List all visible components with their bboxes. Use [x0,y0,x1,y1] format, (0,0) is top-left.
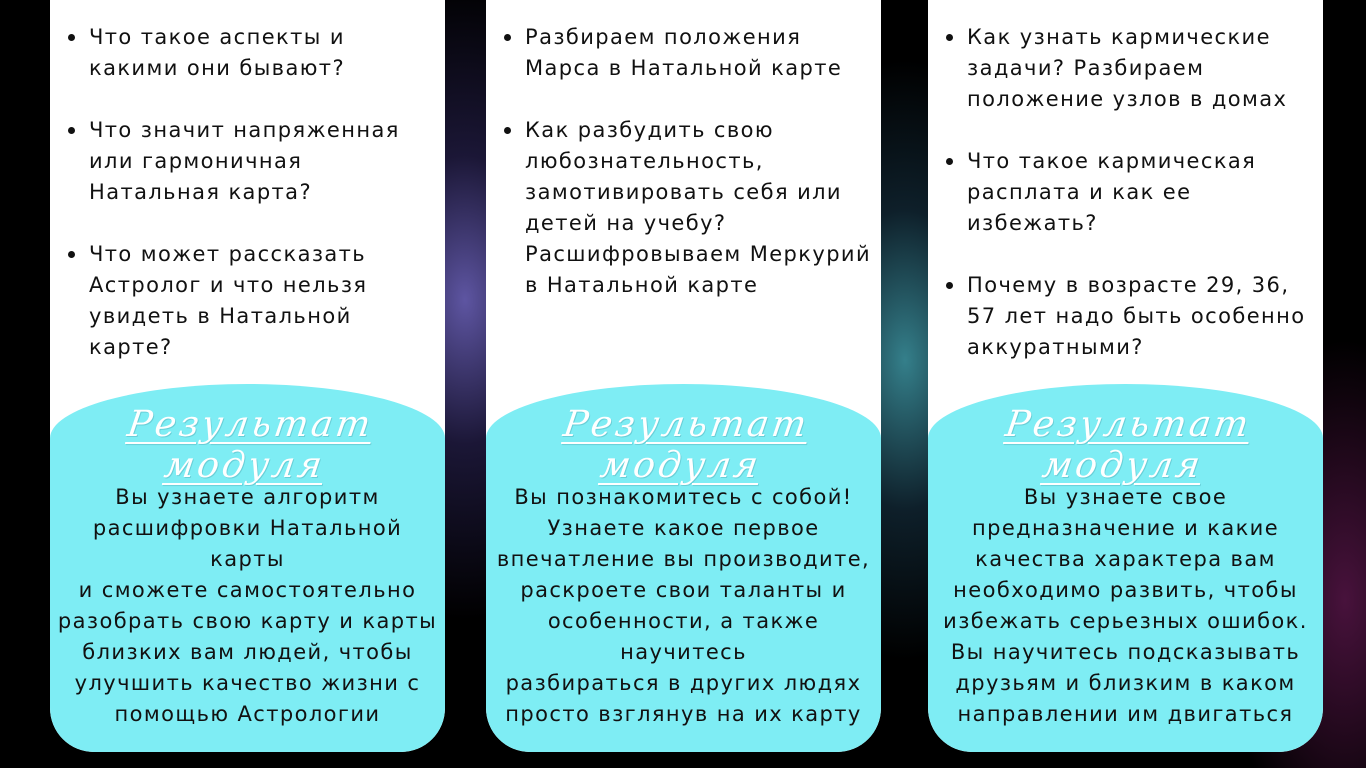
bullet-icon [68,34,75,41]
module-result-panel [928,384,1323,752]
bullet-icon [504,34,511,41]
bullet-icon [946,158,953,165]
module-card-1 [50,0,445,752]
result-heading: Результат модуля [124,404,376,486]
result-description: Вы познакомитесь с собой! Узнаете какое первое впечатление вы производите, раскроете свои таланты и особенности, а также научитесь разбираться в других людях просто взглянув на их карту [496,485,871,726]
module-topics-list [502,22,875,332]
result-heading: Результат модуля [560,404,812,486]
topic-text: Что такое кармическая расплата и как ее избежать? [967,149,1257,235]
topic-item [502,115,875,301]
module-result-panel [486,384,881,752]
bullet-icon [68,251,75,258]
topic-text: Что такое аспекты и какими они бывают? [89,25,345,80]
topic-item [944,270,1317,363]
topic-text: Что может рассказать Астролог и что нельзя увидеть в Натальной карте? [89,242,368,359]
topic-item [66,22,439,84]
bullet-icon [946,34,953,41]
bullet-icon [504,127,511,134]
topic-item [502,22,875,84]
topic-item [944,146,1317,239]
bullet-icon [946,282,953,289]
topic-text: Разбираем положения Марса в Натальной карте [525,25,843,80]
module-result-panel [50,384,445,752]
topic-item [944,22,1317,115]
topic-text: Как разбудить свою любознательность, замотивировать себя или детей на учебу? Расшифровываем Меркурий в Натальной карте [525,118,872,297]
bullet-icon [68,127,75,134]
module-card-3 [928,0,1323,752]
topic-item [66,239,439,363]
topic-text: Почему в возрасте 29, 36, 57 лет надо быть особенно аккуратными? [967,273,1306,359]
module-topics-list [66,22,439,394]
module-topics-list [944,22,1317,394]
result-description: Вы узнаете свое предназначение и какие качества характера вам необходимо развить, чтобы избежать серьезных ошибок. Вы научитесь подсказывать друзьям и близким в каком направлении им двигаться [943,485,1308,726]
module-card-2 [486,0,881,752]
topic-item [66,115,439,208]
result-description: Вы узнаете алгоритм расшифровки Натальной карты и сможете самостоятельно разобрать свою карту и карты близких вам людей, чтобы улучшить качество жизни с помощью Астрологии [57,485,438,726]
topic-text: Как узнать кармические задачи? Разбираем положение узлов в домах [967,25,1288,111]
topic-text: Что значит напряженная или гармоничная Натальная карта? [89,118,400,204]
result-heading: Результат модуля [1002,404,1254,486]
